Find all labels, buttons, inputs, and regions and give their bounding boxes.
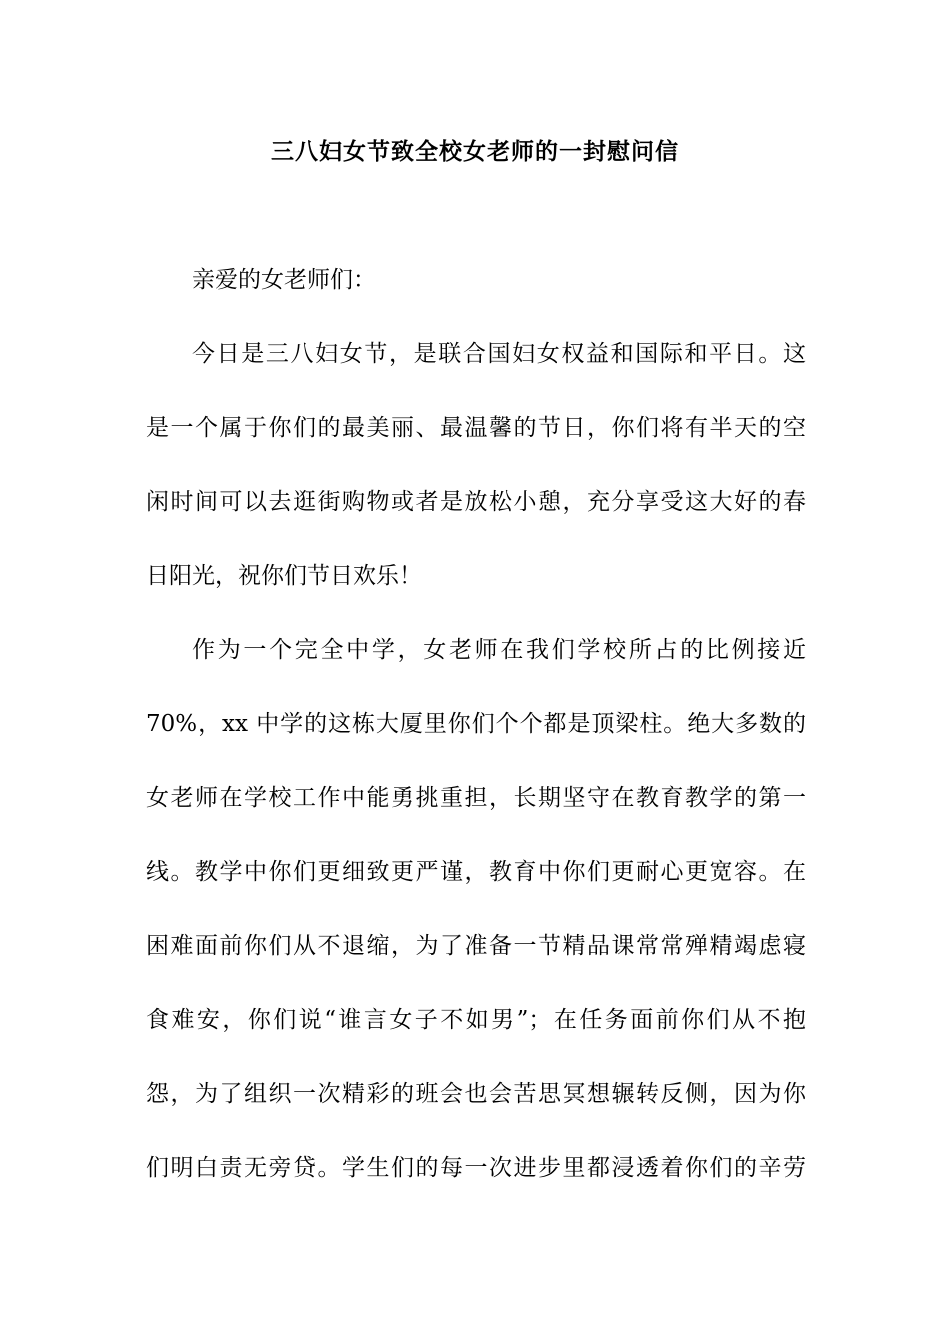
paragraph-2-line: 女老师在学校工作中能勇挑重担，长期坚守在教育教学的第一: [146, 785, 806, 811]
letter-title: 三八妇女节致全校女老师的一封慰问信: [271, 138, 679, 165]
paragraph-1-line: 今日是三八妇女节，是联合国妇女权益和国际和平日。这: [192, 341, 806, 367]
paragraph-2-line: 怨，为了组织一次精彩的班会也会苦思冥想辗转反侧，因为你: [146, 1081, 806, 1107]
paragraph-1-line: 闲时间可以去逛街购物或者是放松小憩，充分享受这大好的春: [146, 489, 806, 515]
greeting-line: 亲爱的女老师们：: [192, 267, 376, 293]
paragraph-1-line: 是一个属于你们的最美丽、最温馨的节日，你们将有半天的空: [146, 415, 806, 441]
paragraph-2: [146, 613, 806, 1205]
paragraph-2-line: 食难安，你们说“谁言女子不如男”；在任务面前你们从不抱: [146, 1007, 806, 1033]
paragraph-1: [146, 317, 806, 613]
paragraph-2-line: 困难面前你们从不退缩，为了准备一节精品课常常殚精竭虑寝: [146, 933, 806, 959]
paragraph-2-line: 们明白责无旁贷。学生们的每一次进步里都浸透着你们的辛劳: [146, 1155, 806, 1181]
paragraph-2-line: 线。教学中你们更细致更严谨，教育中你们更耐心更宽容。在: [146, 859, 806, 885]
paragraph-1-line: 日阳光，祝你们节日欢乐！: [146, 563, 422, 589]
paragraph-2-line: 70%，xx 中学的这栋大厦里你们个个都是顶梁柱。绝大多数的: [146, 711, 806, 737]
paragraph-2-line: 作为一个完全中学，女老师在我们学校所占的比例接近: [192, 637, 806, 663]
